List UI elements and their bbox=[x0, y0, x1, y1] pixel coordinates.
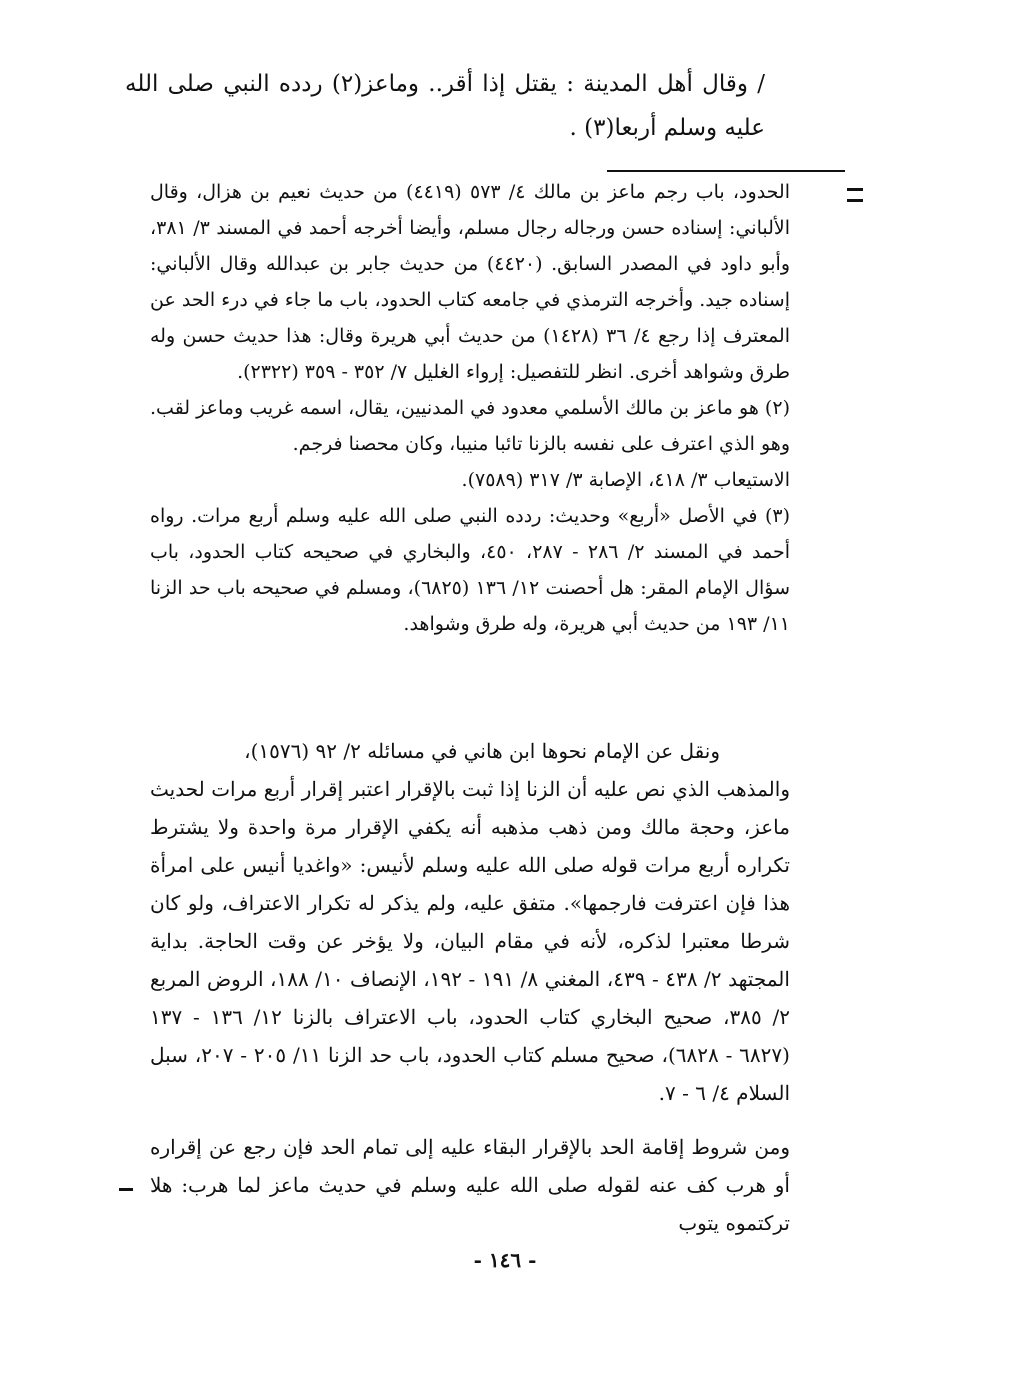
continuation-mark bbox=[847, 188, 863, 202]
footnote-2-sources: الاستيعاب ٣/ ٤١٨، الإصابة ٣/ ٣١٧ (٧٥٨٩). bbox=[461, 469, 790, 491]
footnote-continued: الحدود، باب رجم ماعز بن مالك ٤/ ٥٧٣ (٤٤١٩) من حديث نعيم بن هزال، وقال الألباني: إسناده حسن ورجاله رجال مسلم، وأيضا أخرجه أحمد في المسند ٣/ ٣٨١، وأبو داود في المصدر السابق. (٤٤٢٠) من حديث جابر بن عبدالله وقال الألباني: إسناده جيد. وأخرجه الترمذي في جامعه كتاب الحدود، باب ما جاء في درء الحد عن المعترف إذا رجع ٤/ ٣٦ (١٤٢٨) من حديث أبي هريرة وقال: هذا حديث حسن وله طرق وشواهد أخرى. انظر للتفصيل: إرواء الغليل ٧/ ٣٥٢ - ٣٥٩ (٢٣٢٢). bbox=[150, 181, 791, 383]
footnote-2: (٢) هو ماعز بن مالك الأسلمي معدود في المدنيين، يقال، اسمه غريب وماعز لقب. وهو الذي اعترف على نفسه بالزنا تائبا منيبا، وكان محصنا فرجم. bbox=[150, 397, 790, 455]
body-text-block bbox=[150, 732, 790, 1112]
top-paragraph: / وقال أهل المدينة : يقتل إذا أقر.. وماعز(٢) ردده النبي صلى الله عليه وسلم أربعا(٣) . bbox=[125, 71, 766, 141]
page-number: - ١٤٦ - bbox=[473, 1248, 537, 1272]
footnote-separator-rule bbox=[607, 170, 845, 172]
closing-paragraph: ومن شروط إقامة الحد بالإقرار البقاء عليه إلى تمام الحد فإن رجع عن إقراره أو هرب كف عنه لقوله صلى الله عليه وسلم في حديث ماعز لما هرب: هلا تركتموه يتوب bbox=[150, 1135, 790, 1235]
footnotes-section bbox=[150, 174, 790, 642]
body-paragraph-2: والمذهب الذي نص عليه أن الزنا إذا ثبت بالإقرار اعتبر إقرار أربع مرات لحديث ماعز، وحجة مالك ومن ذهب مذهبه أنه يكفي الإقرار مرة واحدة ولا يشترط تكراره أربع مرات قوله صلى الله عليه وسلم لأنيس: «واغديا أنيس على امرأة هذا فإن اعترفت فارجمها». متفق عليه، ولم يذكر له تكرار الاعتراف، ولو كان شرطا معتبرا لذكره، لأنه في مقام البيان، ولا يؤخر عن وقت الحاجة. بداية المجتهد ٢/ ٤٣٨ - ٤٣٩، المغني ٨/ ١٩١ - ١٩٢، الإنصاف ١٠/ ١٨٨، الروض المربع ٢/ ٣٨٥، صحيح البخاري كتاب الحدود، باب الاعتراف بالزنا ١٢/ ١٣٦ - ١٣٧ (٦٨٢٧ - ٦٨٢٨)، صحيح مسلم كتاب الحدود، باب حد الزنا ١١/ ٢٠٥ - ٢٠٧، سبل السلام ٤/ ٦ - ٧. bbox=[150, 777, 790, 1105]
footnote-3: (٣) في الأصل «أربع» وحديث: ردده النبي صلى الله عليه وسلم أربع مرات. رواه أحمد في المسند ٢/ ٢٨٦ - ٢٨٧، ٤٥٠، والبخاري في صحيحه كتاب الحدود، باب سؤال الإمام المقر: هل أحصنت ١٢/ ١٣٦ (٦٨٢٥)، ومسلم في صحيحه باب حد الزنا ١١/ ١٩٣ من حديث أبي هريرة، وله طرق وشواهد. bbox=[150, 505, 790, 635]
continuation-dash-mark bbox=[119, 1188, 133, 1191]
closing-block bbox=[150, 1128, 790, 1242]
body-paragraph-1: ونقل عن الإمام نحوها ابن هاني في مسائله ٢/ ٩٢ (١٥٧٦)، bbox=[244, 739, 720, 763]
